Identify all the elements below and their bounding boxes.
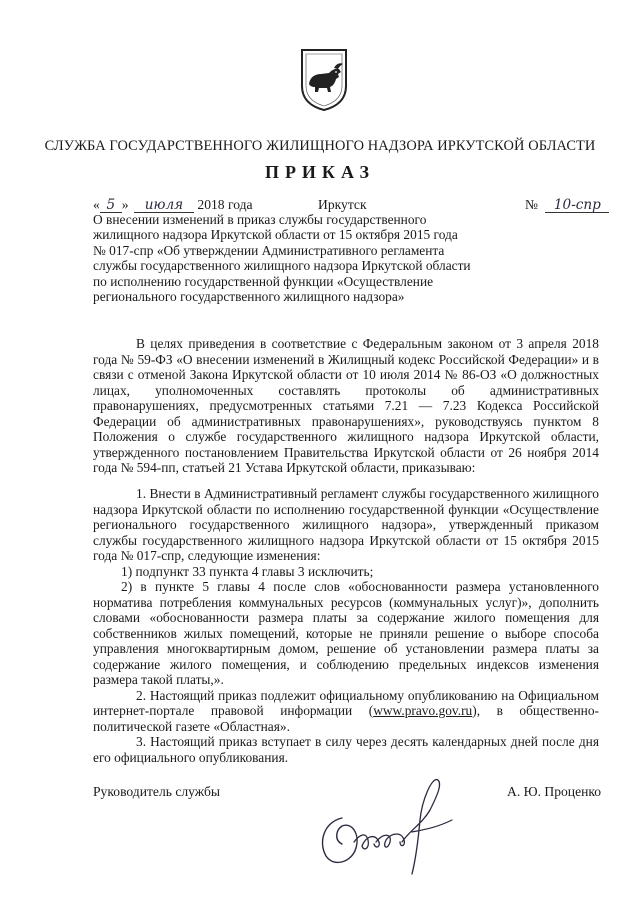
date-day: 5: [100, 198, 122, 213]
date-quote-close: »: [121, 197, 129, 212]
organization-title: СЛУЖБА ГОСУДАРСТВЕННОГО ЖИЛИЩНОГО НАДЗОРА ИРКУТСКОЙ ОБЛАСТИ: [44, 138, 596, 154]
date-month: июля: [134, 198, 194, 213]
document-city: Иркутск: [318, 197, 367, 212]
item-2: [93, 688, 599, 735]
handwritten-signature: [312, 770, 472, 878]
pravo-link[interactable]: www.pravo.gov.ru: [373, 703, 473, 718]
item-3: 3. Настоящий приказ вступает в силу через десять календарных дней после дня его официального опубликования.: [93, 734, 599, 765]
item-2-text-before: 2. Настоящий приказ подлежит официальному опубликованию на Официальном интернет-портале правовой информации (: [93, 687, 599, 718]
signatory-name: А. Ю. Проценко: [507, 784, 602, 799]
subject-line: № 017-спр «Об утверждении Административного регламента: [93, 242, 445, 258]
preamble-section: [93, 336, 599, 476]
subject-line: О внесении изменений в приказ службы государственного: [93, 212, 427, 227]
preamble-paragraph: В целях приведения в соответствие с Федеральным законом от 3 апреля 2018 года № 59-ФЗ «О внесении изменений в Жилищный кодекс Российской Федерации» и в связи с отменой Закона Иркутской области от 10 июля 2014 № 86-ОЗ «О должностных лицах, уполномоченных составлять протоколы об административных правонарушениях, предусмотренных статьями 7.21 — 7.23 Кодекса Российской Федерации об административных правонарушениях», руководствуясь пунктом 8 Положения о службе государственного жилищного надзора Иркутской области, утвержденного постановлением Правительства Иркутской области от 26 ноября 2014 года № 594-пп, статьей 21 Устава Иркутской области, приказываю:: [93, 336, 599, 475]
document-date: [93, 197, 253, 213]
subject-line: регионального государственного жилищного надзора»: [93, 289, 405, 305]
coat-of-arms-icon: [298, 46, 350, 112]
document-type-title: ПРИКАЗ: [264, 162, 376, 182]
item-1: 1. Внести в Административный регламент службы государственного жилищного надзора Иркутской области по исполнению государственной функции «Осуществление регионального государственного жилищного надзора», утвержденный приказом службы государственного жилищного надзора Иркутской области от 15 октября 2015 года № 017-спр, следующие изменения:: [93, 486, 599, 563]
document-subject: [93, 212, 473, 304]
signatory-position: Руководитель службы: [93, 784, 221, 799]
orders-section: [93, 486, 599, 765]
date-quote-open: «: [93, 197, 100, 212]
item-1-subitem-2: 2) в пункте 5 главы 4 после слов «обоснованности размера установленного норматива потребления коммунальных ресурсов (коммунальных услуг)», дополнить словами «обоснованности размера платы за содержание жилого помещения для собственников жилых помещений, которые не приняли решение о выборе способа управления многоквартирным домом, решение об установлении размера платы за содержание жилого помещения, и соблюдению предельных индексов изменения размера такой платы,».: [93, 579, 599, 687]
number-value: 10-спр: [545, 198, 609, 213]
document-number: [525, 197, 609, 213]
subject-line: жилищного надзора Иркутской области от 15 октября 2015 года: [93, 227, 458, 243]
subject-line: службы государственного жилищного надзора Иркутской области: [93, 258, 471, 274]
item-2-text-after: ), в общественно-политической газете «Областная».: [93, 703, 599, 734]
number-sign: №: [525, 197, 538, 212]
item-1-subitem-1: 1) подпункт 33 пункта 4 главы 3 исключить;: [121, 563, 374, 579]
date-year: 2018 года: [197, 197, 253, 212]
subject-line: по исполнению государственной функции «Осуществление: [93, 273, 434, 289]
